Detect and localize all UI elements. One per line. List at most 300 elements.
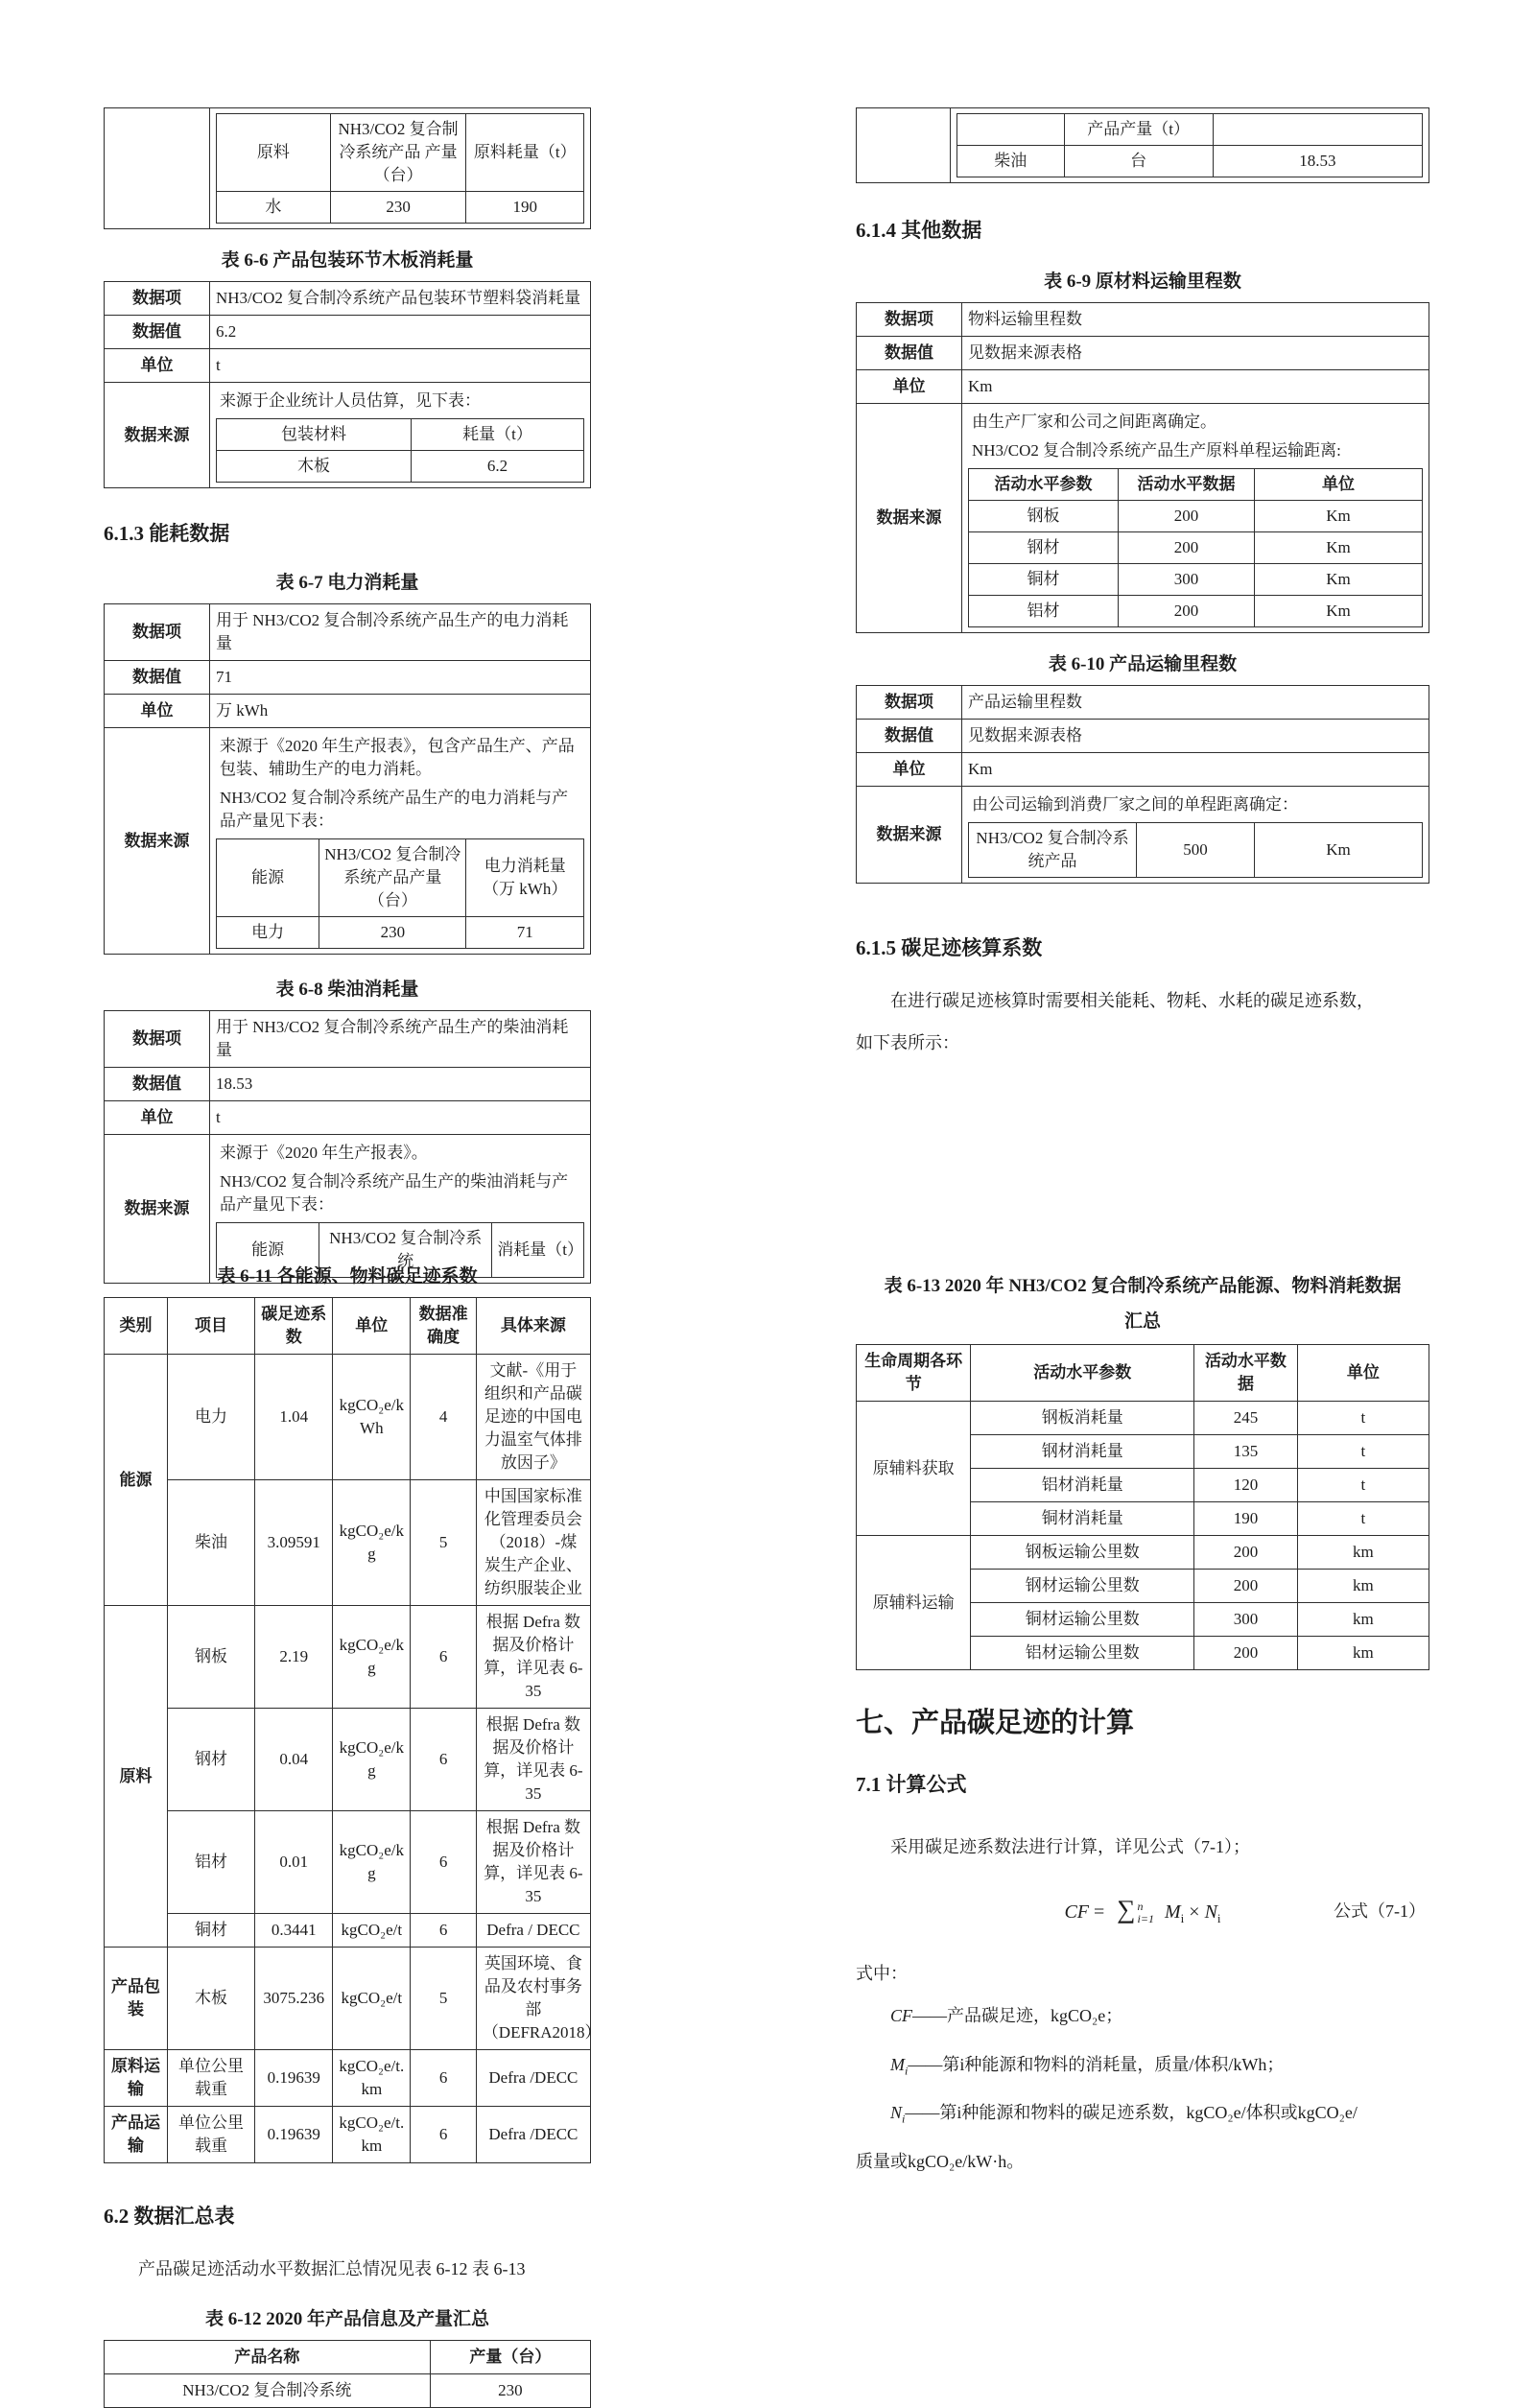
table-row xyxy=(969,532,1423,564)
table-row xyxy=(857,720,1429,753)
definition-term: N xyxy=(890,2103,903,2123)
cell: 71 xyxy=(210,661,591,695)
table-row xyxy=(969,823,1423,878)
paragraph: 在进行碳足迹核算时需要相关能耗、物耗、水耗的碳足迹系数， xyxy=(890,991,1374,1010)
cell: km xyxy=(1297,1603,1429,1637)
cell xyxy=(962,404,1429,633)
section-heading-6-1-5: 6.1.5 碳足迹核算系数 xyxy=(856,936,1043,959)
cell xyxy=(951,108,1429,183)
table-row xyxy=(217,114,584,192)
definition-line xyxy=(856,2091,1429,2140)
table-row xyxy=(217,917,584,949)
cell: 活动水平数据 xyxy=(1119,469,1255,501)
cell: 铝材 xyxy=(167,1811,254,1914)
table-row xyxy=(217,192,584,224)
cell: 文献-《用于组织和产品碳足迹的中国电力温室气体排放因子》 xyxy=(476,1355,590,1480)
cell: 6 xyxy=(411,1914,476,1948)
cell: 18.53 xyxy=(210,1068,591,1101)
formula-n: N xyxy=(1204,1900,1217,1923)
cell: 活动水平参数 xyxy=(971,1345,1194,1402)
cell: 数据项 xyxy=(857,686,962,720)
cell: Km xyxy=(1254,823,1422,878)
cell: 活动水平数据 xyxy=(1194,1345,1297,1402)
cell: Km xyxy=(962,753,1429,787)
source-note: 来源于《2020 年生产报表》。 xyxy=(220,1144,428,1162)
cell: 120 xyxy=(1194,1469,1297,1502)
formula-number-label: 公式（7-1） xyxy=(1334,1901,1426,1921)
cell: 产品包装 xyxy=(105,1948,168,2050)
cell: 钢材 xyxy=(969,532,1119,564)
cell: t xyxy=(1297,1469,1429,1502)
cell: 木板 xyxy=(167,1948,254,2050)
cell: 3.09591 xyxy=(255,1480,333,1606)
table-6-9 xyxy=(856,302,1429,633)
definition-line xyxy=(856,1995,1429,2043)
table-row xyxy=(857,404,1429,633)
cell: t xyxy=(1297,1402,1429,1435)
table-6-9-title: 表 6-9 原材料运输里程数 xyxy=(1044,271,1241,292)
cell: NH3/CO2 复合制冷系统产品 产量（台） xyxy=(330,114,466,192)
table-6-6-title: 表 6-6 产品包装环节木板消耗量 xyxy=(221,250,474,271)
cell: 钢板 xyxy=(969,501,1119,532)
page-1 xyxy=(104,107,591,1284)
table-row xyxy=(105,1355,591,1480)
cell: Defra / DECC xyxy=(476,1914,590,1948)
table-row xyxy=(105,1948,591,2050)
cell: 水 xyxy=(217,192,331,224)
cell: 200 xyxy=(1194,1536,1297,1570)
cell: 数据来源 xyxy=(105,383,210,488)
table-6-7-title: 表 6-7 电力消耗量 xyxy=(275,573,419,593)
packaging-inner-table xyxy=(216,418,584,483)
formula-7-1 xyxy=(856,1887,1429,1933)
table-row xyxy=(105,1101,591,1135)
cell: Defra /DECC xyxy=(476,2050,590,2107)
cell: 英国环境、食品及农村事务部（DEFRA2018） xyxy=(476,1948,590,2050)
cell: 数据值 xyxy=(105,316,210,349)
table-6-13 xyxy=(856,1344,1429,1670)
cell: 5 xyxy=(411,1480,476,1606)
table-row xyxy=(857,787,1429,884)
table-row xyxy=(857,1345,1429,1402)
table-row xyxy=(857,370,1429,404)
table-row xyxy=(105,1709,591,1811)
cell: 数据值 xyxy=(105,661,210,695)
cell: 2.19 xyxy=(255,1606,333,1709)
section-heading-6-2: 6.2 数据汇总表 xyxy=(104,2205,235,2228)
table-row xyxy=(105,2341,591,2374)
cell: 6 xyxy=(411,2107,476,2163)
cell: 数据值 xyxy=(105,1068,210,1101)
table-6-10-title: 表 6-10 产品运输里程数 xyxy=(1048,654,1238,674)
formula-expression xyxy=(1064,1895,1220,1926)
cell: 单位 xyxy=(857,370,962,404)
cell: Km xyxy=(1254,532,1422,564)
table-row xyxy=(857,337,1429,370)
cell: 产量（台） xyxy=(430,2341,590,2374)
cell: t xyxy=(210,349,591,383)
definition-term-sub: i xyxy=(905,2064,909,2078)
product-distance-inner-table xyxy=(968,822,1423,878)
cell: 电力 xyxy=(217,917,319,949)
table-row xyxy=(857,108,1429,183)
source-note: NH3/CO2 复合制冷系统产品生产的柴油消耗与产品产量见下表： xyxy=(220,1172,569,1214)
cell: 铜材消耗量 xyxy=(971,1502,1194,1536)
cell: 71 xyxy=(466,917,584,949)
table-row xyxy=(105,2374,591,2408)
definition-term: CF xyxy=(890,2006,913,2025)
cell: 单位公里载重 xyxy=(167,2107,254,2163)
cell: 钢板 xyxy=(167,1606,254,1709)
cell: 单位 xyxy=(1297,1345,1429,1402)
table-row xyxy=(105,1914,591,1948)
cell: kgCO₂e/t.km xyxy=(333,2050,411,2107)
cell: 铝材运输公里数 xyxy=(971,1637,1194,1670)
table-row xyxy=(105,1298,591,1355)
cell: Km xyxy=(1254,501,1422,532)
cell: 原料耗量（t） xyxy=(466,114,584,192)
cell xyxy=(962,787,1429,884)
table-row xyxy=(957,146,1423,177)
cell: 200 xyxy=(1194,1637,1297,1670)
cell: 单位 xyxy=(333,1298,411,1355)
sigma-symbol: ∑ xyxy=(1117,1894,1136,1924)
formula-m-sub: i xyxy=(1180,1910,1185,1925)
cell: Km xyxy=(962,370,1429,404)
table-6-8 xyxy=(104,1010,591,1284)
cell: 铜材运输公里数 xyxy=(971,1603,1194,1637)
cell: t xyxy=(1297,1502,1429,1536)
cell: 数据来源 xyxy=(857,404,962,633)
cell: 0.19639 xyxy=(255,2107,333,2163)
cell: 根据 Defra 数据及价格计算，详见表 6-35 xyxy=(476,1811,590,1914)
table-row xyxy=(105,695,591,728)
cell: 单位 xyxy=(105,695,210,728)
cell: 中国国家标准化管理委员会（2018）-煤炭生产企业、纺织服装企业 xyxy=(476,1480,590,1606)
cell: 0.19639 xyxy=(255,2050,333,2107)
source-note: 由生产厂家和公司之间距离确定。 xyxy=(972,413,1216,431)
cell: 0.04 xyxy=(255,1709,333,1811)
cell: 单位 xyxy=(105,1101,210,1135)
table-6-13-title: 表 6-13 2020 年 NH3/CO2 复合制冷系统产品能源、物料消耗数据 xyxy=(884,1276,1402,1296)
cell: 产品产量（t） xyxy=(1064,114,1213,146)
cell: 铝材消耗量 xyxy=(971,1469,1194,1502)
cell: 200 xyxy=(1119,501,1255,532)
definition-term: M xyxy=(890,2054,905,2074)
table-row xyxy=(105,1068,591,1101)
table-6-12-title: 表 6-12 2020 年产品信息及产量汇总 xyxy=(204,2309,490,2329)
table-row xyxy=(957,114,1423,146)
cell: 铝材 xyxy=(969,596,1119,627)
cell: 6.2 xyxy=(411,451,583,483)
cell: 能源 xyxy=(105,1355,168,1606)
chapter-heading-7: 七、产品碳足迹的计算 xyxy=(856,1708,1135,1738)
cell: 钢板消耗量 xyxy=(971,1402,1194,1435)
cell: Km xyxy=(1254,596,1422,627)
cell: Km xyxy=(1254,564,1422,596)
cell: 200 xyxy=(1119,532,1255,564)
cell: 5 xyxy=(411,1948,476,2050)
definition-line xyxy=(856,2043,1429,2092)
cell: Defra /DECC xyxy=(476,2107,590,2163)
cell: 钢材 xyxy=(167,1709,254,1811)
cell: kgCO₂e/t xyxy=(333,1914,411,1948)
cell: 根据 Defra 数据及价格计算，详见表 6-35 xyxy=(476,1606,590,1709)
cell: 柴油 xyxy=(167,1480,254,1606)
table-row xyxy=(105,1606,591,1709)
cell: 6.2 xyxy=(210,316,591,349)
cell: 6 xyxy=(411,1606,476,1709)
cell: NH3/CO2 复合制冷系统产品产量（台） xyxy=(319,839,466,917)
cell: 300 xyxy=(1119,564,1255,596)
cell xyxy=(857,108,951,183)
cell: 单位 xyxy=(105,349,210,383)
definition-text: ——第i种能源和物料的消耗量，质量/体积/kWh； xyxy=(908,2054,1285,2074)
cell: 6 xyxy=(411,2050,476,2107)
cell: kgCO₂e/kg xyxy=(333,1606,411,1709)
definition-line-continued: 质量或kgCO₂e/kW·h。 xyxy=(856,2151,1025,2171)
cell: 230 xyxy=(319,917,466,949)
cell: 0.3441 xyxy=(255,1914,333,1948)
cell: 产品运输里程数 xyxy=(962,686,1429,720)
cell: 135 xyxy=(1194,1435,1297,1469)
table-row xyxy=(857,753,1429,787)
cell: 根据 Defra 数据及价格计算，详见表 6-35 xyxy=(476,1709,590,1811)
cell xyxy=(210,108,591,229)
cell: 见数据来源表格 xyxy=(962,337,1429,370)
table-row xyxy=(857,1402,1429,1435)
cell: 原料运输 xyxy=(105,2050,168,2107)
cell: 数据准确度 xyxy=(411,1298,476,1355)
cell: 数据项 xyxy=(105,1011,210,1068)
cell: 台 xyxy=(1064,146,1213,177)
formula-n-sub: i xyxy=(1216,1910,1221,1925)
cell: 190 xyxy=(466,192,584,224)
cell: 铜材 xyxy=(167,1914,254,1948)
table-row xyxy=(217,451,584,483)
table-6-11 xyxy=(104,1297,602,2163)
cell: 物料运输里程数 xyxy=(962,303,1429,337)
cell: 钢板运输公里数 xyxy=(971,1536,1194,1570)
cell: 数据来源 xyxy=(105,728,210,955)
table-row xyxy=(105,1480,591,1606)
cell: 4 xyxy=(411,1355,476,1480)
cell: 数据项 xyxy=(105,604,210,661)
page-2 xyxy=(856,107,1429,1064)
cell: 数据项 xyxy=(105,282,210,316)
section-heading-6-1-4: 6.1.4 其他数据 xyxy=(856,219,982,242)
cell: kgCO₂e/t.km xyxy=(333,2107,411,2163)
sigma-upper: n xyxy=(1137,1899,1144,1913)
cell: 铜材 xyxy=(969,564,1119,596)
cell: 6 xyxy=(411,1811,476,1914)
table-row xyxy=(969,501,1423,532)
table-6-8-continuation xyxy=(856,107,1429,183)
cell xyxy=(210,728,591,955)
paragraph: 采用碳足迹系数法进行计算，详见公式（7-1）； xyxy=(890,1837,1250,1856)
table-6-5-continuation xyxy=(104,107,591,229)
cell: 钢材消耗量 xyxy=(971,1435,1194,1469)
cell: 钢材运输公里数 xyxy=(971,1570,1194,1603)
cell: 电力消耗量（万 kWh） xyxy=(466,839,584,917)
table-6-13-title-line2: 汇总 xyxy=(1123,1311,1161,1332)
cell: kgCO₂e/kg xyxy=(333,1811,411,1914)
section-heading-7-1: 7.1 计算公式 xyxy=(856,1773,967,1796)
cell: NH3/CO2 复合制冷系统产品包装环节塑料袋消耗量 xyxy=(210,282,591,316)
table-row xyxy=(857,686,1429,720)
table-6-7 xyxy=(104,603,591,955)
diesel-continuation-inner-table xyxy=(956,113,1423,177)
cell: 活动水平参数 xyxy=(969,469,1119,501)
table-row xyxy=(105,661,591,695)
cell: 包装材料 xyxy=(217,419,412,451)
cell: 项目 xyxy=(167,1298,254,1355)
cell: 数据值 xyxy=(857,720,962,753)
table-row xyxy=(105,2107,591,2163)
material-distance-inner-table xyxy=(968,468,1423,627)
table-6-6 xyxy=(104,281,591,488)
cell: 原料 xyxy=(217,114,331,192)
where-label: 式中： xyxy=(856,1964,908,1983)
cell: km xyxy=(1297,1637,1429,1670)
formula-m: M xyxy=(1164,1900,1181,1923)
cell: 单位公里载重 xyxy=(167,2050,254,2107)
cell: 数据项 xyxy=(857,303,962,337)
cell: 消耗量（t） xyxy=(492,1223,584,1278)
cell: 能源 xyxy=(217,1223,319,1278)
definition-text: ——产品碳足迹，kgCO₂e； xyxy=(912,2006,1123,2025)
water-consumption-inner-table xyxy=(216,113,584,224)
cell: kgCO₂e/kWh xyxy=(333,1355,411,1480)
table-row xyxy=(217,419,584,451)
table-row xyxy=(857,1536,1429,1570)
table-row xyxy=(105,316,591,349)
sigma-limits xyxy=(1138,1900,1154,1925)
cell xyxy=(210,383,591,488)
cell: kgCO₂e/kg xyxy=(333,1480,411,1606)
cell xyxy=(105,108,210,229)
cell: 电力 xyxy=(167,1355,254,1480)
cell: km xyxy=(1297,1570,1429,1603)
cell: 用于 NH3/CO2 复合制冷系统产品生产的电力消耗量 xyxy=(210,604,591,661)
cell: 6 xyxy=(411,1709,476,1811)
cell: 产品运输 xyxy=(105,2107,168,2163)
cell: 原料 xyxy=(105,1606,168,1948)
cell: 数据来源 xyxy=(105,1135,210,1284)
page-4 xyxy=(856,1264,1429,2183)
cell: 用于 NH3/CO2 复合制冷系统产品生产的柴油消耗量 xyxy=(210,1011,591,1068)
cell: 230 xyxy=(430,2374,590,2408)
table-6-10 xyxy=(856,685,1429,884)
table-6-8-title: 表 6-8 柴油消耗量 xyxy=(275,980,419,1000)
cell: kgCO₂e/kg xyxy=(333,1709,411,1811)
cell: 190 xyxy=(1194,1502,1297,1536)
cell: 原辅料获取 xyxy=(857,1402,971,1536)
cell: 能源 xyxy=(217,839,319,917)
section-heading-6-1-3: 6.1.3 能耗数据 xyxy=(104,522,230,545)
cell: 数据来源 xyxy=(857,787,962,884)
cell: 245 xyxy=(1194,1402,1297,1435)
source-note: 来源于《2020 年生产报表》，包含产品生产、产品包装、辅助生产的电力消耗。 xyxy=(220,737,575,778)
source-note: 由公司运输到消费厂家之间的单程距离确定： xyxy=(972,795,1298,814)
times-sign: × xyxy=(1189,1900,1200,1923)
table-6-12 xyxy=(104,2340,591,2408)
cell xyxy=(1213,114,1422,146)
source-note: 来源于企业统计人员估算，见下表： xyxy=(220,391,481,410)
source-note: NH3/CO2 复合制冷系统产品生产原料单程运输距离: xyxy=(972,441,1341,460)
cell: km xyxy=(1297,1536,1429,1570)
definition-text: ——第i种能源和物料的碳足迹系数，kgCO₂e/体积或kgCO₂e/ xyxy=(905,2103,1358,2123)
table-row xyxy=(217,839,584,917)
table-row xyxy=(105,604,591,661)
electricity-inner-table xyxy=(216,838,584,949)
table-6-11-title: 表 6-11 各能源、物料碳足迹系数 xyxy=(217,1266,478,1287)
cell xyxy=(957,114,1065,146)
table-row xyxy=(969,596,1423,627)
cell: t xyxy=(210,1101,591,1135)
table-row xyxy=(105,728,591,955)
table-row xyxy=(105,1811,591,1914)
cell: 产品名称 xyxy=(105,2341,431,2374)
table-row xyxy=(969,469,1423,501)
cell: 数据值 xyxy=(857,337,962,370)
cell: NH3/CO2 复合制冷系统产品 xyxy=(969,823,1137,878)
cell: 原辅料运输 xyxy=(857,1536,971,1670)
cell: t xyxy=(1297,1435,1429,1469)
table-row xyxy=(969,564,1423,596)
cell: 木板 xyxy=(217,451,412,483)
paragraph: 如下表所示： xyxy=(856,1033,959,1052)
cell: 0.01 xyxy=(255,1811,333,1914)
paragraph: 产品碳足迹活动水平数据汇总情况见表 6-12 表 6-13 xyxy=(138,2259,526,2278)
cell: 万 kWh xyxy=(210,695,591,728)
cell: 类别 xyxy=(105,1298,168,1355)
cell: 3075.236 xyxy=(255,1948,333,2050)
source-note: NH3/CO2 复合制冷系统产品生产的电力消耗与产品产量见下表： xyxy=(220,789,569,830)
cell xyxy=(210,1135,591,1284)
cell: 200 xyxy=(1194,1570,1297,1603)
formula-cf: CF xyxy=(1064,1900,1090,1923)
cell: 单位 xyxy=(857,753,962,787)
cell: 1.04 xyxy=(255,1355,333,1480)
table-row xyxy=(105,1011,591,1068)
sigma-lower: i=1 xyxy=(1137,1911,1154,1925)
cell: 500 xyxy=(1137,823,1255,878)
table-row xyxy=(105,2050,591,2107)
table-row xyxy=(105,349,591,383)
cell: 230 xyxy=(330,192,466,224)
table-row xyxy=(105,383,591,488)
cell: 单位 xyxy=(1254,469,1422,501)
table-row xyxy=(857,303,1429,337)
table-row xyxy=(105,108,591,229)
equals-sign: = xyxy=(1094,1900,1105,1923)
cell: 300 xyxy=(1194,1603,1297,1637)
table-row xyxy=(105,1135,591,1284)
cell: 碳足迹系数 xyxy=(255,1298,333,1355)
cell: 具体来源 xyxy=(476,1298,590,1355)
cell: 200 xyxy=(1119,596,1255,627)
cell: NH3/CO2 复合制冷系统 xyxy=(105,2374,431,2408)
cell: NH3/CO2 复合制冷系统 xyxy=(319,1223,492,1278)
definition-term-sub: i xyxy=(902,2112,906,2126)
page-3 xyxy=(104,1264,602,2408)
cell: 柴油 xyxy=(957,146,1065,177)
cell: 18.53 xyxy=(1213,146,1422,177)
cell: kgCO₂e/t xyxy=(333,1948,411,2050)
table-row xyxy=(105,282,591,316)
cell: 见数据来源表格 xyxy=(962,720,1429,753)
